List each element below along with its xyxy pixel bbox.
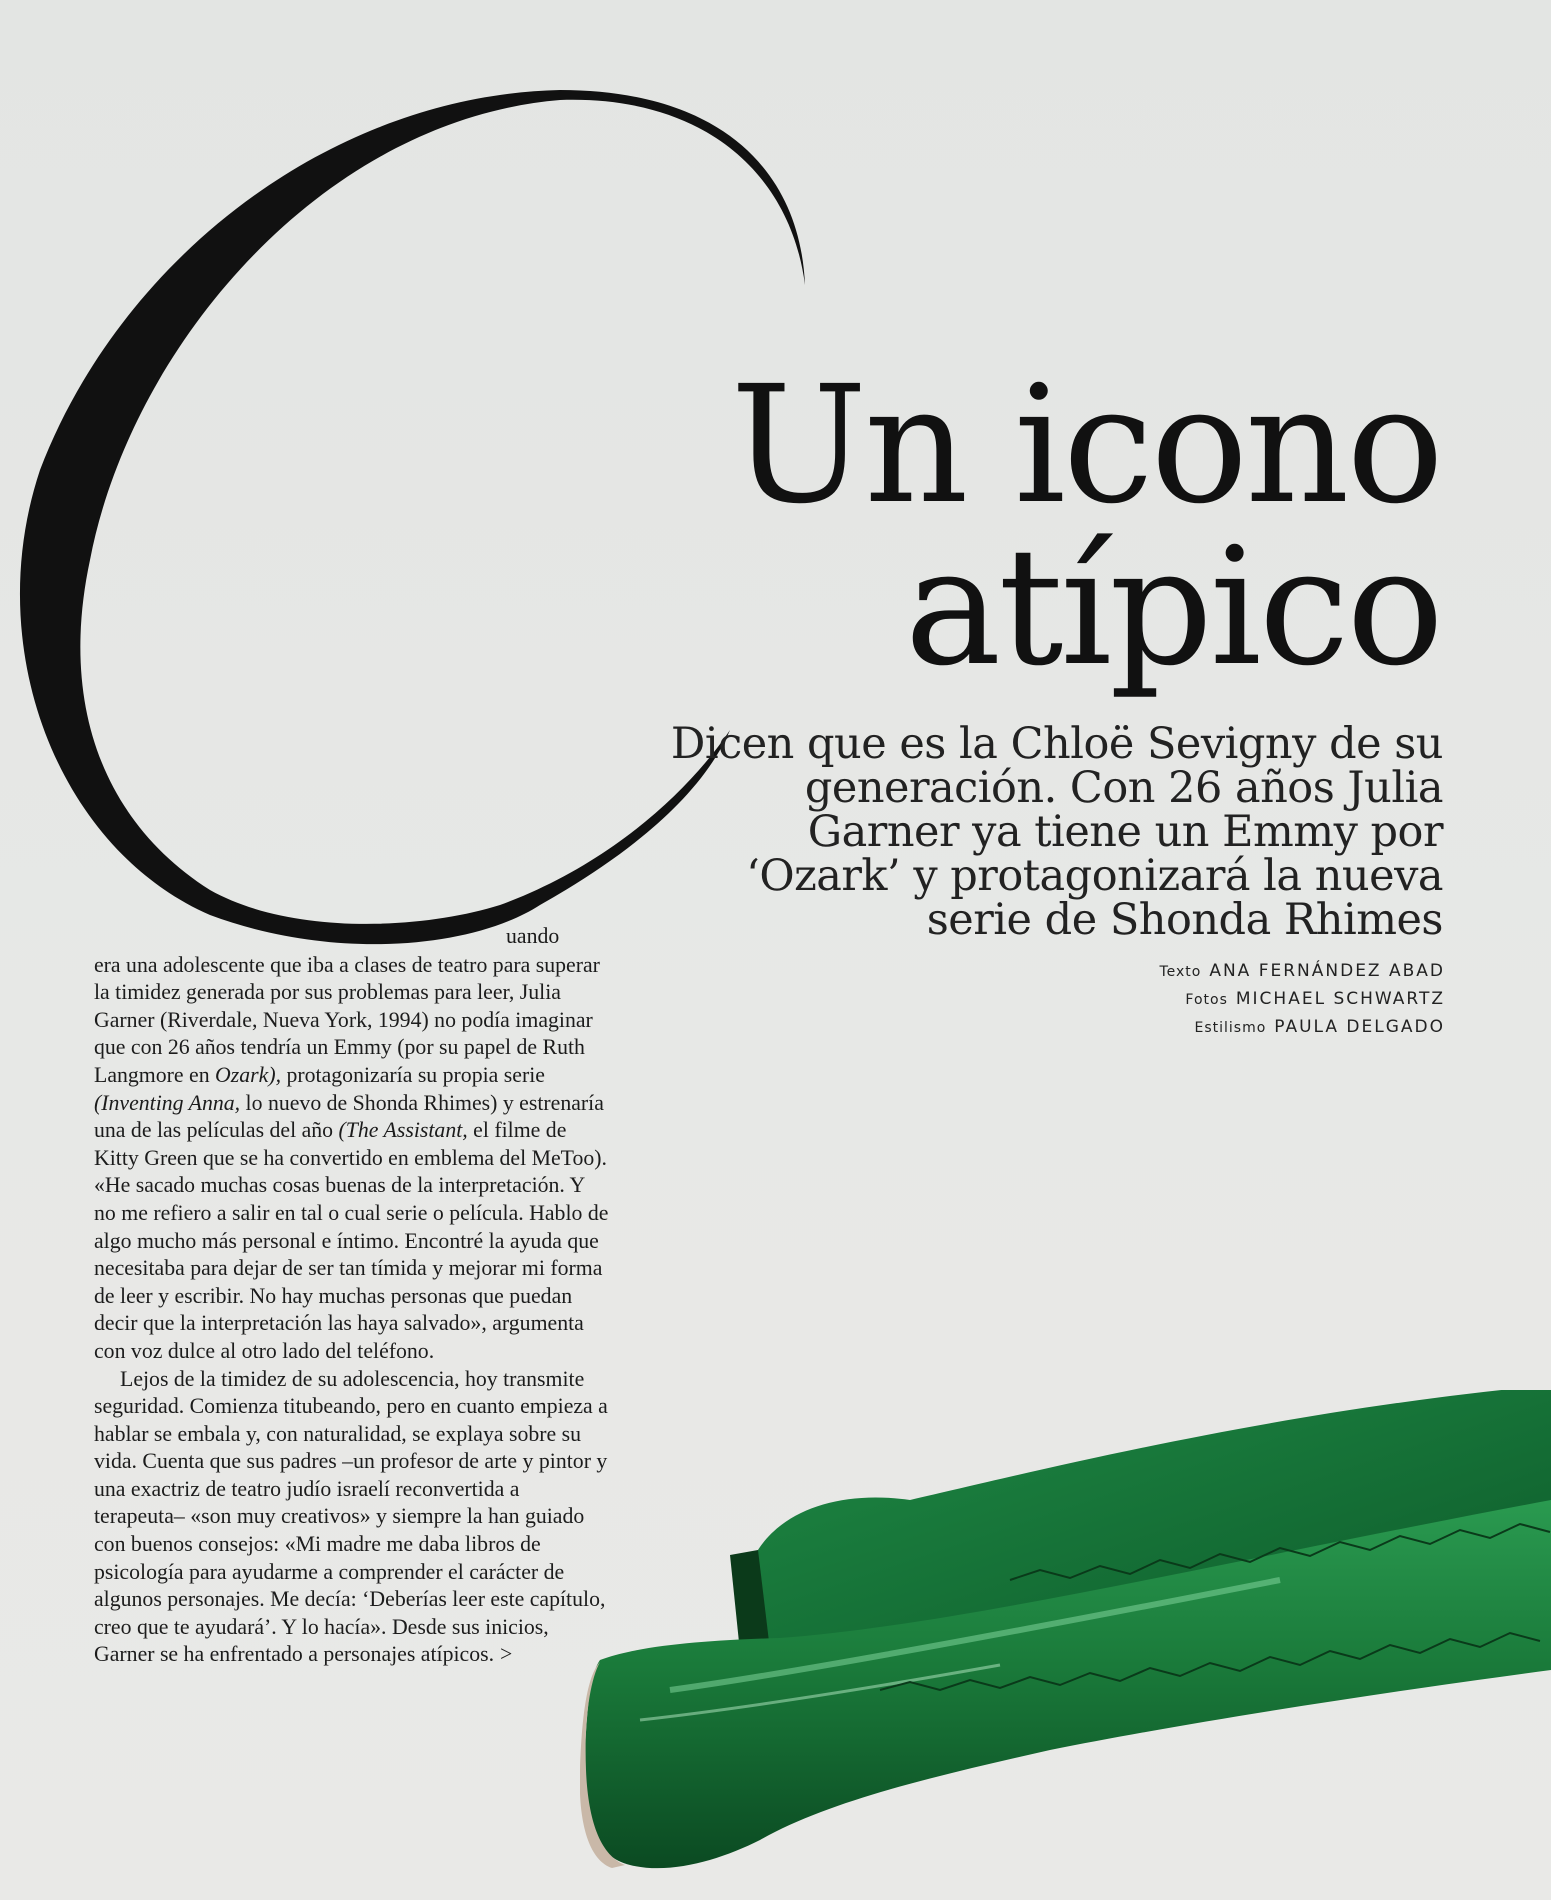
green-boots-photo <box>580 1390 1551 1900</box>
body-text-run: el filme de Kitty Green que se ha convertido en emblema del MeToo). «He sacado muchas cosas buenas de la interpretación. Y no me refiero a salir en tal o cual serie o película. Hablo de algo mucho más personal e íntimo. Encontré la ayuda que necesitaba para dejar de ser tan tímida y mejorar mi forma de leer y escribir. No hay muchas personas que puedan decir que la interpretación las haya salvado», argumenta con voz dulce al otro lado del teléfono. <box>94 1118 609 1363</box>
continue-arrow-icon: > <box>500 1642 513 1667</box>
credit-styling <box>1159 1014 1445 1042</box>
article-body <box>94 924 609 1669</box>
credits <box>1159 958 1445 1042</box>
body-text-run: Lejos de la timidez de su adolescencia, hoy transmite seguridad. Comienza titubeando, pero en cuanto empieza a hablar se embala y, con naturalidad, se explaya sobre su vida. Cuenta que sus padres –un profesor de arte y pintor y una exactriz de teatro judío israelí reconvertida a terapeuta– «son muy creativos» y siempre la han guiado con buenos consejos: «Mi madre me daba libros de psicología para ayudarme a comprender el carácter de algunos personajes. Me decía: ‘Deberías leer este capítulo, creo que te ayudará’. Y lo hacía». Desde sus inicios, Garner se ha enfrentado a personajes atípicos. <box>94 1366 608 1667</box>
subheadline: Dicen que es la Chloë Sevigny de su generación. Con 26 años Julia Garner ya tiene un Emmy por ‘Ozark’ y protagonizará la nueva serie de Shonda Rhimes <box>670 719 1443 945</box>
body-paragraph-1 <box>94 952 609 1366</box>
credit-label: Texto <box>1159 964 1202 980</box>
headline <box>730 352 1441 702</box>
headline-line-1: Un icono <box>730 352 1441 540</box>
body-text-run: lo nuevo de Shonda Rhimes) y estrenaría una de las películas del año <box>94 1090 604 1143</box>
headline-line-2: atípico <box>904 514 1441 702</box>
credit-name: PAULA DELGADO <box>1274 1017 1445 1037</box>
film-title-the-assistant: (The Assistant, <box>338 1118 468 1143</box>
show-title-inventing-anna: (Inventing Anna, <box>94 1090 241 1115</box>
body-text-run: protagonizaría su propia serie <box>281 1062 545 1087</box>
credit-name: ANA FERNÁNDEZ ABAD <box>1209 961 1445 981</box>
body-paragraph-2 <box>94 1366 609 1670</box>
credit-label: Estilismo <box>1194 1020 1267 1036</box>
credit-photos <box>1159 986 1445 1014</box>
dropcap-continuation: uando <box>506 924 560 948</box>
body-text-run: era una adolescente que iba a clases de teatro para superar la timidez generada por sus problemas para leer, Julia Garner (Riverdale, Nueva York, 1994) no podía imaginar que con 26 años tendría un Emmy (por su papel de Ruth Langmore en <box>94 952 600 1087</box>
show-title-ozark: Ozark), <box>215 1062 282 1087</box>
credit-text <box>1159 958 1445 986</box>
credit-name: MICHAEL SCHWARTZ <box>1235 989 1445 1009</box>
credit-label: Fotos <box>1185 992 1228 1008</box>
